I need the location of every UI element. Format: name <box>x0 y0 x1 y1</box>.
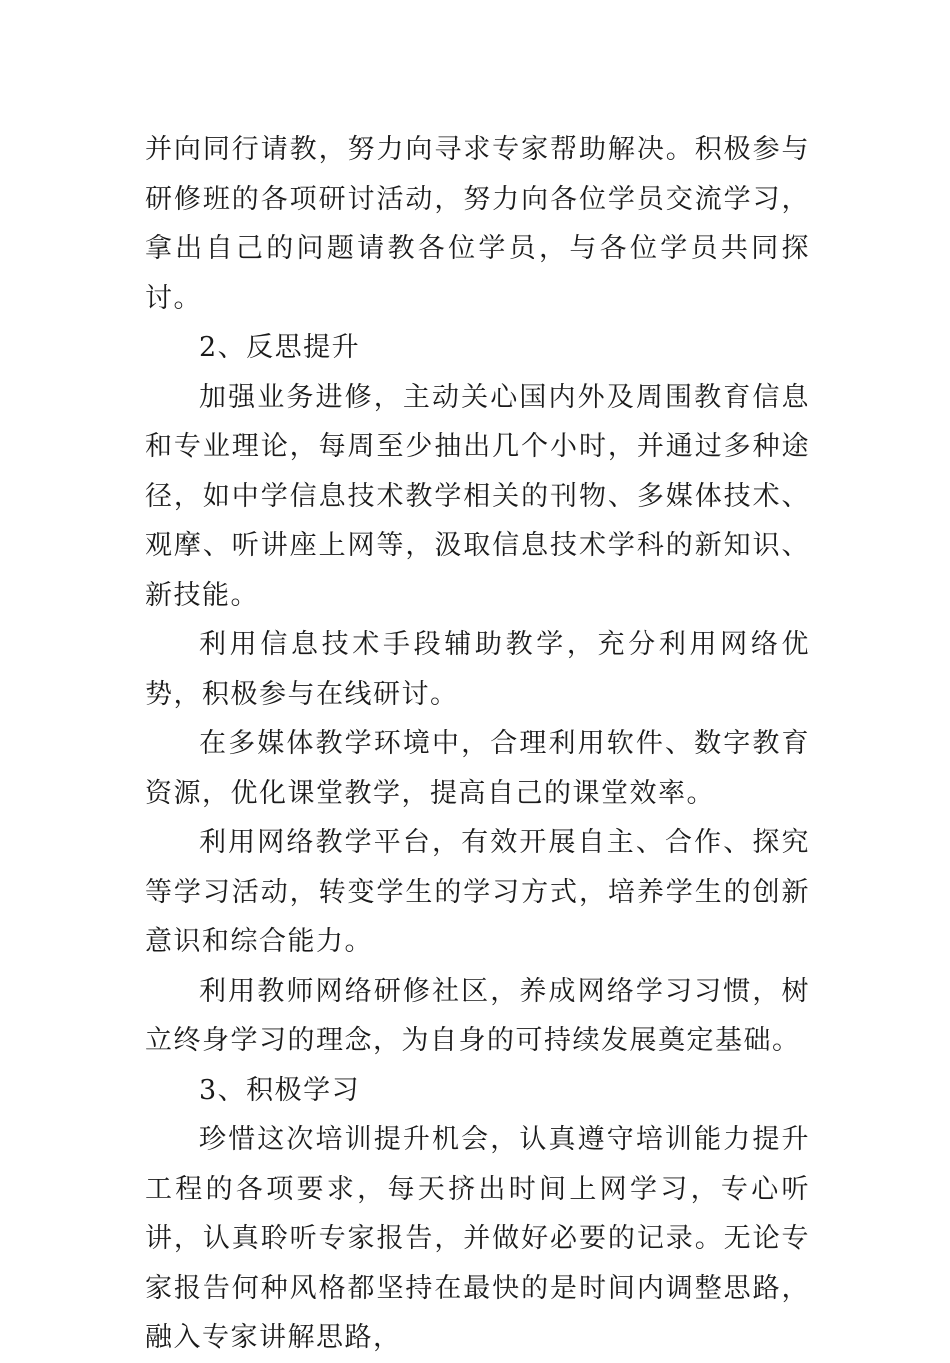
paragraph: 利用教师网络研修社区，养成网络学习习惯，树立终身学习的理念，为自身的可持续发展奠定基础。 <box>145 975 810 1056</box>
paragraph: 加强业务进修，主动关心国内外及周围教育信息和专业理论，每周至少抽出几个小时，并通过多种途径，如中学信息技术教学相关的刊物、多媒体技术、观摩、听讲座上网等，汲取信息技术学科的新知识、新技能。 <box>145 381 810 611</box>
paragraph-continuation: 并向同行请教，努力向寻求专家帮助解决。积极参与研修班的各项研讨活动，努力向各位学员交流学习，拿出自己的问题请教各位学员，与各位学员共同探讨。 <box>145 134 810 314</box>
paragraph: 在多媒体教学环境中，合理利用软件、数字教育资源，优化课堂教学，提高自己的课堂效率。 <box>145 728 810 809</box>
document-body <box>145 125 810 1363</box>
paragraph: 利用网络教学平台，有效开展自主、合作、探究等学习活动，转变学生的学习方式，培养学生的创新意识和综合能力。 <box>145 827 810 957</box>
paragraph: 利用信息技术手段辅助教学，充分利用网络优势，积极参与在线研讨。 <box>145 629 810 710</box>
section-heading-reflect: 2、反思提升 <box>199 332 361 363</box>
paragraph: 珍惜这次培训提升机会，认真遵守培训能力提升工程的各项要求，每天挤出时间上网学习，专心听讲，认真聆听专家报告，并做好必要的记录。无论专家报告何种风格都坚持在最快的是时间内调整思路，融入专家讲解思路， <box>145 1124 810 1353</box>
section-heading-study: 3、积极学习 <box>199 1074 361 1106</box>
